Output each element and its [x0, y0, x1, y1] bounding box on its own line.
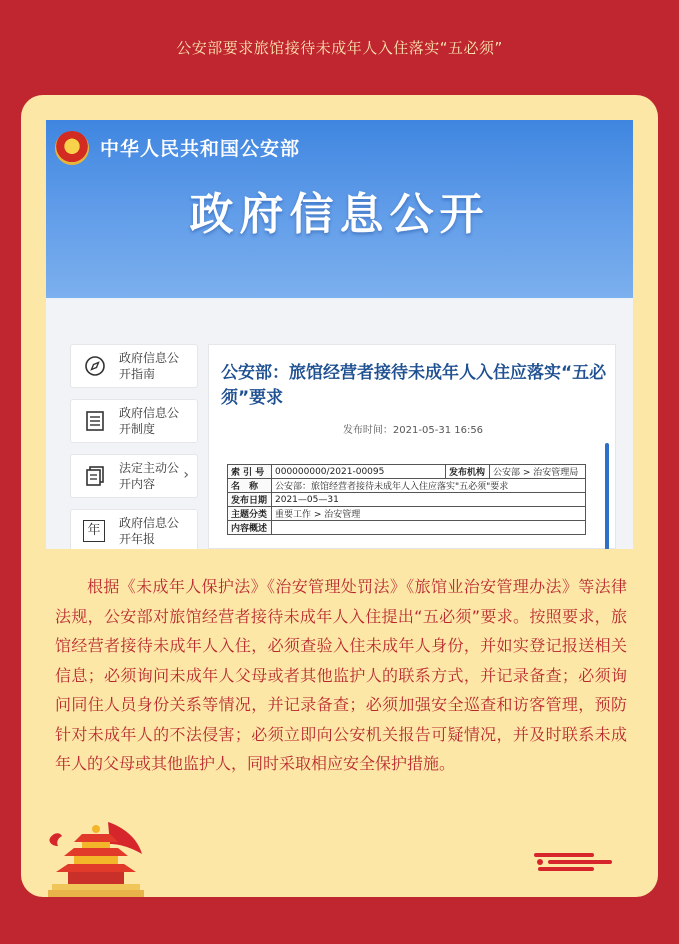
article-panel [208, 344, 616, 549]
embedded-screenshot [46, 120, 633, 549]
temple-decoration-icon [46, 820, 146, 897]
index-value: 000000000/2021-00095 [272, 465, 446, 479]
sidebar-item-label: 法定主动公开内容 [119, 461, 180, 491]
org-value: 公安部 > 治安管理局 [490, 465, 586, 479]
sidebar-item-label: 政府信息公开指南 [119, 351, 180, 381]
sidebar-item-guide[interactable] [70, 344, 198, 388]
topic-value: 重要工作 > 治安管理 [272, 507, 586, 521]
org-label: 发布机构 [446, 465, 490, 479]
sidebar-item-annual-report[interactable] [70, 509, 198, 549]
topic-label: 主题分类 [228, 507, 272, 521]
ministry-name: 中华人民共和国公安部 [100, 138, 301, 160]
body-paragraph: 根据《未成年人保护法》《治安管理处罚法》《旅馆业治安管理办法》等法律法规，公安部对旅馆经营者接待未成年人入住提出“五必须”要求。按照要求，旅馆经营者接待未成年人入住，必须查验入住未成年人身份，并如实登记报送相关信息；必须询问未成年人父母或者其他监护人的联系方式，并记录备查；必须询问同住人员身份关系等情况，并记录备查；必须加强安全巡查和访客管理，预防针对未成年人的不法侵害；必须立即向公安机关报告可疑情况，并及时联系未成年人的父母或其他监护人，同时采取相应安全保护措施。 [55, 577, 627, 773]
scrollbar[interactable] [605, 443, 609, 549]
calendar-year-icon [83, 520, 105, 542]
list-doc-icon [83, 409, 107, 433]
content-card [21, 95, 658, 897]
name-value: 公安部：旅馆经营者接待未成年人入住应落实"五必须"要求 [272, 479, 586, 493]
copy-doc-icon [83, 464, 107, 488]
sidebar-item-system[interactable] [70, 399, 198, 443]
chevron-right-icon: › [183, 467, 189, 483]
date-value: 2021—05—31 [272, 493, 586, 507]
calendar-year-glyph: 年 [87, 523, 101, 538]
sidebar-item-label: 政府信息公开制度 [119, 406, 180, 436]
table-row [228, 507, 586, 521]
date-label: 发布日期 [228, 493, 272, 507]
compass-icon [83, 354, 107, 378]
table-row [228, 493, 586, 507]
metadata-table [227, 464, 586, 535]
index-label: 索 引 号 [228, 465, 272, 479]
sidebar-item-label: 政府信息公开年报 [119, 516, 180, 546]
summary-label: 内容概述 [228, 521, 272, 535]
name-label: 名 称 [228, 479, 272, 493]
sidebar-item-content[interactable] [70, 454, 198, 498]
site-big-title: 政府信息公开 [189, 189, 490, 240]
publish-time: 发布时间：2021-05-31 16:56 [342, 425, 484, 436]
national-emblem-icon [55, 131, 89, 165]
cloud-ornament-icon [534, 853, 612, 871]
table-row [228, 465, 586, 479]
article-title: 公安部：旅馆经营者接待未成年人入住应落实“五必须”要求 [221, 363, 607, 408]
article-headline: 公安部要求旅馆接待未成年人入住落实“五必须” [176, 39, 503, 57]
site-banner [46, 120, 633, 298]
table-row [228, 479, 586, 493]
summary-value [272, 521, 586, 535]
table-row [228, 521, 586, 535]
site-panel [46, 300, 633, 549]
